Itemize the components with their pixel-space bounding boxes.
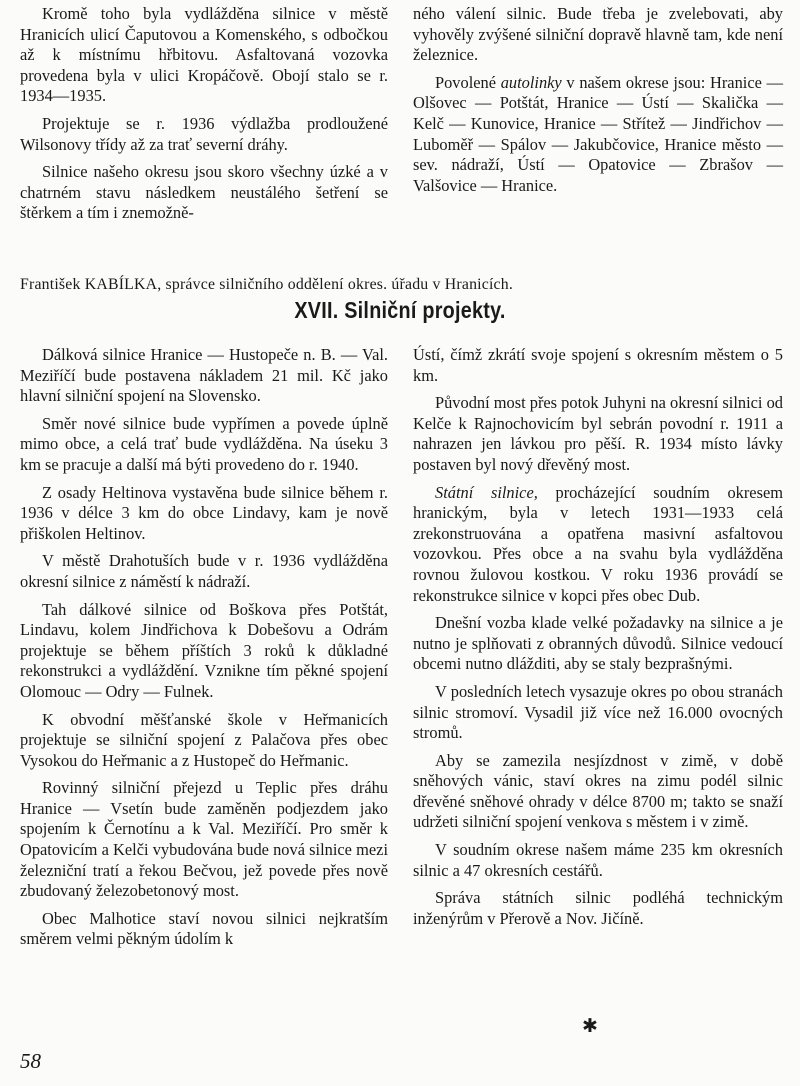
section-title: XVII. Silniční projekty.	[294, 297, 506, 323]
paragraph: V soudním okrese našem máme 235 km okresních silnic a 47 okresních cestářů.	[413, 840, 783, 880]
author-line: František KABÍLKA, správce silničního oddělení okres. úřadu v Hranicích.	[20, 276, 514, 293]
bottom-left-column	[20, 345, 388, 957]
paragraph: Rovinný silniční přejezd u Teplic přes dráhu Hranice — Vsetín bude zaměněn podjezdem jako spojením k Černotínu a k Val. Meziříčí. Pro směr k Opatovicím a Kelči vybudována bude nová silnice mezi železniční tratí a řekou Bečvou, jež povede přes nově zbudovaný železobetonový most.	[20, 778, 388, 901]
paragraph: V posledních letech vysazuje okres po obou stranách silnic stromoví. Vysadil již více než 16.000 ovocných stromů.	[413, 681, 783, 743]
asterisk-ornament: ✱	[582, 1016, 598, 1037]
paragraph: Aby se zamezila nesjízdnost v zimě, v době sněhových vánic, staví okres na zimu podél silnic dřevěné sněhové ohrady v délce 8700 m; takto se snaží udržeti silniční spojení venkova s městem i v zimě.	[413, 750, 783, 832]
text-run: v našem okrese jsou: Hranice — Olšovec — Potštát, Hranice — Ústí — Skalička — Kelč — Kunovice, Hranice — Střítež — Jindřichov — Luboměř — Spálov — Jakubčovice, Hranice město — sev. nádraží, Ústí — Opatovice — Zbrašov — Valšovice — Hranice.	[413, 72, 783, 195]
paragraph: Silnice našeho okresu jsou skoro všechny úzké a v chatrném stavu následkem neustálého šetření se štěrkem a tím i znemožně-	[20, 162, 388, 223]
paragraph: V městě Drahotuších bude v r. 1936 vydlážděna okresní silnice z náměstí k nádraží.	[20, 551, 388, 591]
paragraph: Směr nové silnice bude vypřímen a povede úplně mimo obce, a celá trať bude vydlážděna. Na úseku 3 km se pracuje a další má býti provedeno do r. 1940.	[20, 413, 388, 474]
text-run: procházející soudním okresem hranickým, byla v letech 1931—1933 celá zrekonstruována a opatřena masivní asfaltovou vozovkou. Přes obce a na svahu byla vydlážděna rovnou žulovou kostkou. V roku 1936 provádí se rekonstrukce silnice v kopci přes obec Dub.	[413, 482, 783, 605]
paragraph: K obvodní měšťanské škole v Heřmanicích projektuje se silniční spojení z Palačova přes obec Vysokou do Heřmanic a z Hustopeč do Heřmanic.	[20, 709, 388, 770]
paragraph: Dálková silnice Hranice — Hustopeče n. B. — Val. Meziříčí bude postavena nákladem 21 mil. Kč jako hlavní silniční spojení na Slovensko.	[20, 345, 388, 406]
paragraph: Správa státních silnic podléhá technickým inženýrům v Přerově a Nov. Jičíně.	[413, 888, 783, 928]
text-run: Povolené	[435, 72, 501, 92]
paragraph: Dnešní vozba klade velké požadavky na silnice a je nutno je splňovati z obranných důvodů. Silnice vedoucí obcemi nutno dlážditi, aby se staly bezprašnými.	[413, 613, 783, 674]
paragraph-statni-silnice	[413, 483, 783, 607]
paragraph-autolinky	[413, 73, 783, 197]
page-number: 58	[20, 1049, 41, 1073]
paragraph: Obec Malhotice staví novou silnici nejkratším směrem velmi pěkným údolím k	[20, 908, 388, 949]
italic-term: Státní silnice,	[435, 482, 538, 502]
paragraph: Projektuje se r. 1936 výdlažba prodloužené Wilsonovy třídy až za trať severní dráhy.	[20, 113, 388, 154]
paragraph: Kromě toho byla vydlážděna silnice v městě Hranicích ulicí Čaputovou a Komenského, s odbočkou až k místnímu hřbitovu. Asfaltovaná vozovka provedena byla v ulici Kropáčově. Obojí stalo se r. 1934—1935.	[20, 4, 388, 106]
paragraph-continuation: Ústí, čímž zkrátí svoje spojení s okresním městem o 5 km.	[413, 345, 783, 385]
paragraph: Z osady Heltinova vystavěna bude silnice během r. 1936 v délce 3 km do obce Lindavy, kam je nově přiškolen Heltinov.	[20, 482, 388, 543]
paragraph: Původní most přes potok Juhyni na okresní silnici od Kelče k Rajnochovicím byl sebrán povodní r. 1911 a nahrazen jen lávkou pro pěší. R. 1934 místo lávky postaven byl nový dřevěný most.	[413, 393, 783, 474]
top-left-column	[20, 4, 388, 231]
italic-term: autolinky	[500, 72, 562, 92]
paragraph-continuation: ného válení silnic. Bude třeba je zvelebovati, aby vyhověly zvýšené silniční dopravě hlavně tam, kde není železnice.	[413, 4, 783, 65]
bottom-right-column	[413, 345, 783, 936]
top-right-column	[413, 4, 783, 203]
paragraph: Tah dálkové silnice od Boškova přes Potštát, Lindavu, kolem Jindřichova k Dobešovu a Odrám projektuje se během příštích 3 roků k důkladné rekonstrukci a vydláždění. Vznikne tím pěkné spojení Olomouc — Odry — Fulnek.	[20, 599, 388, 701]
